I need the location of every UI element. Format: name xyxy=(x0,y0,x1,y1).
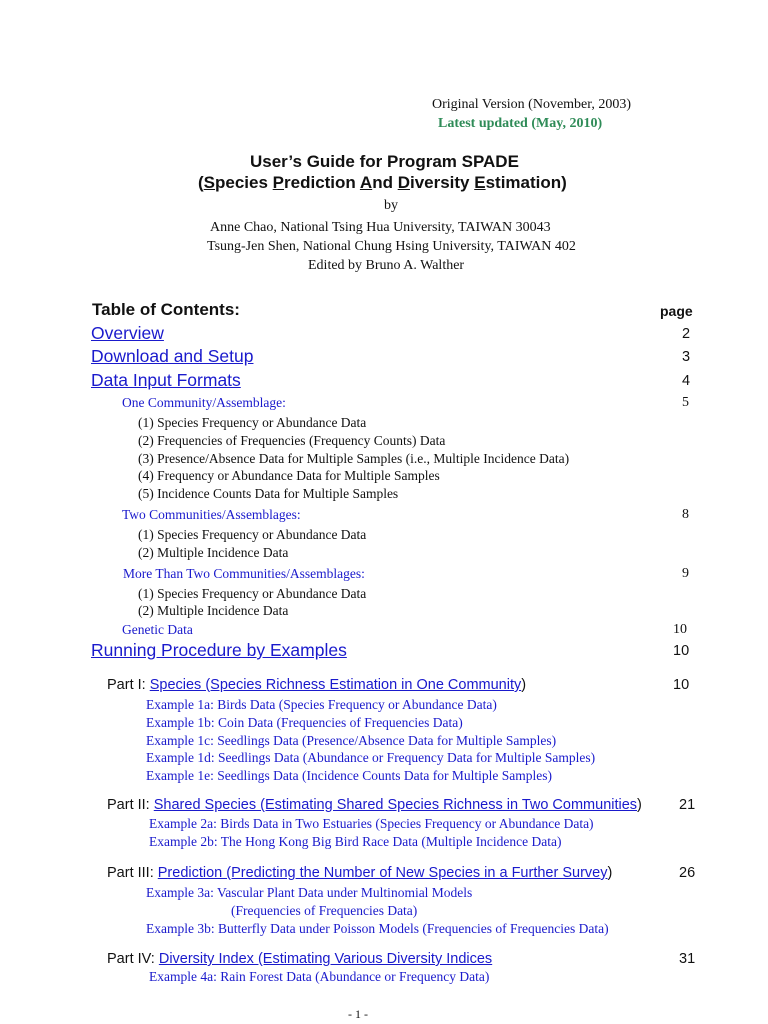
example-link[interactable]: Example 1e: Seedlings Data (Incidence Counts Data for Multiple Samples) xyxy=(146,768,553,783)
list-item: (3) Presence/Absence Data for Multiple Samples (i.e., Multiple Incidence Data) xyxy=(138,451,570,466)
toc-page-one-community: 5 xyxy=(682,395,689,410)
toc-link-download[interactable]: Download and Setup xyxy=(91,346,254,366)
toc-link-running[interactable]: Running Procedure by Examples xyxy=(91,640,347,660)
toc-link-part-3[interactable]: Prediction (Predicting the Number of New Species in a Further Survey xyxy=(157,865,608,881)
toc-part-1 xyxy=(107,677,526,693)
editor: Edited by Bruno A. Walther xyxy=(308,258,465,273)
part-2-prefix: Part II: xyxy=(107,797,154,813)
example-link[interactable]: Example 1a: Birds Data (Species Frequency or Abundance Data) xyxy=(146,697,497,712)
example-link[interactable]: Example 3a: Vascular Plant Data under Multinomial Models xyxy=(146,885,473,900)
part-4-prefix: Part IV: xyxy=(107,951,159,967)
example-link[interactable]: Example 1b: Coin Data (Frequencies of Frequencies Data) xyxy=(146,715,463,730)
list-item: (1) Species Frequency or Abundance Data xyxy=(138,586,367,601)
list-item: (1) Species Frequency or Abundance Data xyxy=(138,527,367,542)
by-line: by xyxy=(384,198,398,213)
list-item: (2) Frequencies of Frequencies (Frequency Counts) Data xyxy=(138,433,446,448)
toc-part-2 xyxy=(107,797,642,813)
part-1-suffix: ) xyxy=(521,677,527,693)
toc-page-header: page xyxy=(660,303,693,319)
toc-page-running: 10 xyxy=(673,643,690,659)
part-2-suffix: ) xyxy=(637,797,642,813)
example-link-continuation[interactable]: (Frequencies of Frequencies Data) xyxy=(231,903,418,918)
toc-page-data-input: 4 xyxy=(682,373,691,389)
list-item: (2) Multiple Incidence Data xyxy=(138,603,289,618)
toc-part-3 xyxy=(107,865,612,881)
toc-link-more-communities[interactable]: More Than Two Communities/Assemblages: xyxy=(123,566,365,581)
author-2: Tsung-Jen Shen, National Chung Hsing University, TAIWAN 402 xyxy=(207,239,576,254)
list-item: (4) Frequency or Abundance Data for Multiple Samples xyxy=(138,468,440,483)
toc-page-download: 3 xyxy=(682,349,691,365)
page-number: - 1 - xyxy=(348,1007,368,1021)
toc-link-overview[interactable]: Overview xyxy=(91,323,164,343)
toc-heading: Table of Contents: xyxy=(92,300,240,319)
list-item: (2) Multiple Incidence Data xyxy=(138,545,289,560)
toc-link-part-2[interactable]: Shared Species (Estimating Shared Species Richness in Two Communities xyxy=(153,797,638,813)
toc-page-part-1: 10 xyxy=(673,677,690,693)
toc-page-two-communities: 8 xyxy=(682,507,689,522)
toc-page-genetic: 10 xyxy=(673,622,687,637)
toc-link-one-community[interactable]: One Community/Assemblage: xyxy=(122,395,286,410)
original-version: Original Version (November, 2003) xyxy=(432,97,632,112)
toc-page-part-4: 31 xyxy=(679,951,696,967)
toc-page-part-2: 21 xyxy=(679,797,696,813)
part-3-prefix: Part III: xyxy=(107,865,158,881)
list-item: (1) Species Frequency or Abundance Data xyxy=(138,415,367,430)
part-3-suffix: ) xyxy=(607,865,613,881)
example-link[interactable]: Example 1c: Seedlings Data (Presence/Absence Data for Multiple Samples) xyxy=(146,733,557,748)
example-link[interactable]: Example 3b: Butterfly Data under Poisson Models (Frequencies of Frequencies Data) xyxy=(146,921,609,936)
toc-link-data-input[interactable]: Data Input Formats xyxy=(91,370,241,390)
toc-link-genetic[interactable]: Genetic Data xyxy=(122,622,193,637)
example-link[interactable]: Example 2a: Birds Data in Two Estuaries (Species Frequency or Abundance Data) xyxy=(149,816,594,831)
toc-page-more-communities: 9 xyxy=(682,566,689,581)
document-title: User’s Guide for Program SPADE xyxy=(250,152,519,171)
part-1-prefix: Part I: xyxy=(107,677,150,693)
list-item: (5) Incidence Counts Data for Multiple Samples xyxy=(138,486,399,501)
toc-part-4 xyxy=(107,951,492,967)
latest-update: Latest updated (May, 2010) xyxy=(438,116,603,131)
document-subtitle: (Species Prediction And Diversity Estimation) xyxy=(198,173,567,192)
example-link[interactable]: Example 1d: Seedlings Data (Abundance or Frequency Data for Multiple Samples) xyxy=(146,750,596,765)
toc-page-overview: 2 xyxy=(682,326,691,342)
toc-link-two-communities[interactable]: Two Communities/Assemblages: xyxy=(122,507,301,522)
toc-link-part-4[interactable]: Diversity Index (Estimating Various Diversity Indices xyxy=(158,951,493,967)
example-link[interactable]: Example 4a: Rain Forest Data (Abundance or Frequency Data) xyxy=(149,969,490,984)
example-link[interactable]: Example 2b: The Hong Kong Big Bird Race Data (Multiple Incidence Data) xyxy=(149,834,562,849)
author-1: Anne Chao, National Tsing Hua University, TAIWAN 30043 xyxy=(210,220,551,235)
toc-link-part-1[interactable]: Species (Species Richness Estimation in One Community xyxy=(149,677,522,693)
toc-page-part-3: 26 xyxy=(679,865,696,881)
